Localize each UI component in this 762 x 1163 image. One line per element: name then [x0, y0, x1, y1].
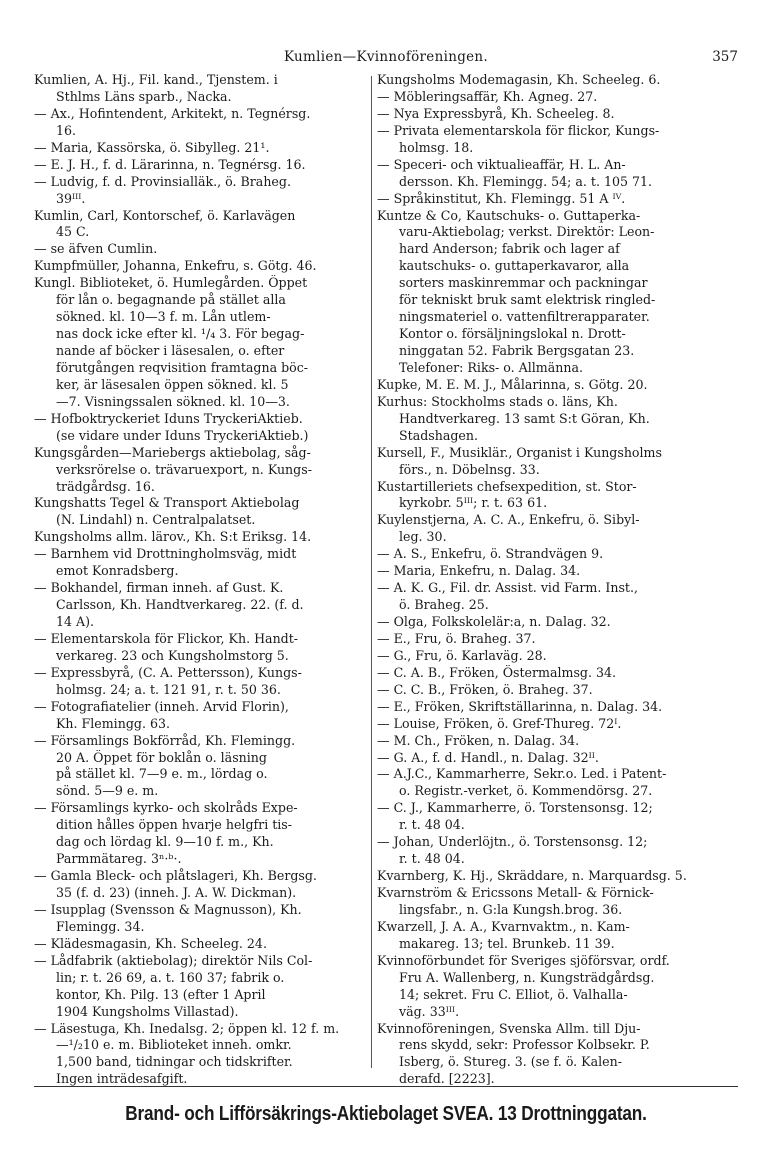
- entry-line: — Maria, Kassörska, ö. Sibylleg. 21¹.: [34, 139, 270, 155]
- entry-continuation-line: Kh. Flemingg. 63.: [56, 715, 170, 731]
- page-title: Kumlien—Kvinnoföreningen.: [283, 49, 489, 65]
- entry-line: — se äfven Cumlin.: [34, 241, 158, 257]
- directory-entry: [34, 800, 374, 868]
- entry-continuation-line: leg. 30.: [399, 529, 447, 545]
- entry-line: — Församlings kyrko- och skolråds Expe-: [34, 800, 298, 816]
- directory-entry: [377, 445, 737, 479]
- directory-entry: [34, 546, 374, 580]
- directory-entry: [34, 733, 374, 801]
- entry-continuation-line: nas dock icke efter kl. ¹/₄ 3. För begag-: [56, 326, 305, 342]
- entry-line: — Hofboktryckeriet Iduns TryckeriAktieb.: [34, 410, 303, 426]
- entry-line: — E. J. H., f. d. Lärarinna, n. Tegnérsg. 16.: [34, 156, 306, 172]
- entry-line: Kwarzell, J. A. A., Kvarnvaktm., n. Kam-: [377, 918, 630, 934]
- directory-entry: [377, 716, 737, 733]
- entry-line: Kungsholms allm. lärov., Kh. S:t Eriksg. 14.: [34, 529, 312, 545]
- entry-line: — C. A. B., Fröken, Östermalmsg. 34.: [377, 664, 616, 680]
- directory-entry: [34, 140, 374, 157]
- entry-continuation-line: —¹/₂10 e. m. Biblioteket inneh. omkr.: [56, 1037, 292, 1053]
- directory-entry: [377, 766, 737, 800]
- directory-entry: [377, 580, 737, 614]
- entry-continuation-line: Carlsson, Kh. Handtverkareg. 22. (f. d.: [56, 597, 304, 613]
- entry-continuation-line: dag och lördag kl. 9—10 f. m., Kh.: [56, 834, 274, 850]
- entry-continuation-line: 35 (f. d. 23) (inneh. J. A. W. Dickman).: [56, 885, 297, 900]
- entry-line: Kungsholms Modemagasin, Kh. Scheeleg. 6.: [377, 72, 661, 87]
- directory-entry: [34, 580, 374, 631]
- entry-continuation-line: kontor, Kh. Pilg. 13 (efter 1 April: [56, 986, 266, 1002]
- entry-continuation-line: ö. Braheg. 25.: [399, 597, 489, 613]
- entry-line: — Maria, Enkefru, n. Dalag. 34.: [377, 563, 581, 579]
- entry-line: — Olga, Folkskolelär:a, n. Dalag. 32.: [377, 614, 611, 629]
- directory-entry: [377, 682, 737, 699]
- entry-continuation-line: Fru A. Wallenberg, n. Kungsträdgårdsg.: [399, 969, 655, 985]
- directory-entry: [34, 631, 374, 665]
- entry-continuation-line: för tekniskt bruk samt elektrisk ringled-: [399, 292, 656, 308]
- entry-continuation-line: Parmmätareg. 3ⁿ·ᵇ·.: [56, 851, 182, 867]
- directory-entry: [34, 411, 374, 445]
- directory-entry: [377, 377, 737, 394]
- entry-line: Kupke, M. E. M. J., Målarinna, s. Götg. 20.: [377, 376, 648, 392]
- entry-line: — Johan, Underlöjtn., ö. Torstensonsg. 12;: [377, 834, 648, 850]
- directory-entry: [34, 208, 374, 242]
- entry-line: Kvinnoförbundet för Sveriges sjöförsvar, ordf.: [377, 952, 670, 968]
- entry-line: — Bokhandel, firman inneh. af Gust. K.: [34, 580, 284, 596]
- directory-entry: [377, 919, 737, 953]
- directory-entry: [34, 275, 374, 411]
- entry-continuation-line: förs., n. Döbelnsg. 33.: [399, 461, 540, 477]
- entry-continuation-line: Handtverkareg. 13 samt S:t Göran, Kh.: [399, 410, 650, 426]
- directory-entry: [377, 563, 737, 580]
- entry-line: — G. A., f. d. Handl., n. Dalag. 32ᴵᴵ.: [377, 749, 599, 765]
- entry-line: — E., Fröken, Skriftställarinna, n. Dalag. 34.: [377, 698, 663, 714]
- entry-continuation-line: 1,500 band, tidningar och tidskrifter.: [56, 1054, 293, 1070]
- directory-entry: [377, 800, 737, 834]
- directory-entry: [377, 614, 737, 631]
- entry-line: Kungl. Biblioteket, ö. Humlegården. Öppet: [34, 275, 308, 291]
- entry-continuation-line: derafd. [2223].: [399, 1071, 495, 1087]
- entry-continuation-line: emot Konradsberg.: [56, 563, 179, 579]
- entry-continuation-line: lin; r. t. 26 69, a. t. 160 37; fabrik o.: [56, 969, 285, 985]
- entry-continuation-line: ker, är läsesalen öppen sökned. kl. 5: [56, 376, 289, 392]
- footer-advert: Brand- och Lifförsäkrings-Aktiebolaget SVEA. 13 Drottninggatan.: [125, 1103, 647, 1125]
- entry-line: — Fotografiatelier (inneh. Arvid Florin),: [34, 698, 289, 714]
- entry-continuation-line: varu-Aktiebolag; verkst. Direktör: Leon-: [399, 224, 655, 240]
- entry-continuation-line: 39ᴵᴵᴵ.: [56, 190, 86, 206]
- entry-continuation-line: 14; sekret. Fru C. Elliot, ö. Valhalla-: [399, 986, 628, 1002]
- entry-continuation-line: holmsg. 24; a. t. 121 91, r. t. 50 36.: [56, 681, 281, 697]
- entry-continuation-line: 20 A. Öppet för boklån o. läsning: [56, 749, 267, 765]
- directory-entry: [377, 953, 737, 1021]
- directory-entry: [377, 106, 737, 123]
- entry-continuation-line: lingsfabr., n. G:la Kungsh.brog. 36.: [399, 901, 623, 917]
- directory-entry: [377, 750, 737, 767]
- directory-page: [34, 46, 738, 1156]
- page-number: 357: [712, 49, 738, 65]
- entry-continuation-line: makareg. 13; tel. Brunkeb. 11 39.: [399, 935, 615, 951]
- directory-entry: [34, 953, 374, 1021]
- entry-line: — Församlings Bokförråd, Kh. Flemingg.: [34, 732, 296, 748]
- entry-line: — A. K. G., Fil. dr. Assist. vid Farm. Inst.,: [377, 580, 638, 596]
- entry-continuation-line: nande af böcker i läsesalen, o. efter: [56, 343, 285, 358]
- entry-continuation-line: r. t. 48 04.: [399, 851, 465, 867]
- entry-continuation-line: ningsmateriel o. vattenfiltrerapparater.: [399, 309, 650, 325]
- directory-entry: [377, 89, 737, 106]
- entry-line: — Louise, Fröken, ö. Gref-Thureg. 72ᴵ.: [377, 715, 622, 731]
- entry-continuation-line: hard Anderson; fabrik och lager af: [399, 241, 620, 257]
- directory-entry: [377, 394, 737, 445]
- entry-continuation-line: o. Registr.-verket, ö. Kommendörsg. 27.: [399, 783, 653, 799]
- directory-entry: [377, 868, 737, 885]
- directory-entry: [34, 445, 374, 496]
- directory-entry: [34, 495, 374, 529]
- entry-continuation-line: Ingen inträdesafgift.: [56, 1071, 188, 1087]
- entry-line: — Lådfabrik (aktiebolag); direktör Nils Col-: [34, 952, 313, 968]
- entry-line: Kurhus: Stockholms stads o. läns, Kh.: [377, 393, 618, 409]
- footer-rule: [34, 1086, 738, 1087]
- entry-line: Kursell, F., Musiklär., Organist i Kungsholms: [377, 444, 662, 460]
- directory-entry: [34, 1021, 374, 1089]
- entry-continuation-line: verksrörelse o. trävaruexport, n. Kungs-: [56, 461, 312, 477]
- entry-line: Kustartilleriets chefsexpedition, st. Stor-: [377, 478, 637, 494]
- entry-line: Kuylenstjerna, A. C. A., Enkefru, ö. Sibyl-: [377, 512, 640, 528]
- entry-continuation-line: Stadshagen.: [399, 427, 478, 443]
- entry-line: Kungshatts Tegel & Transport Aktiebolag: [34, 495, 300, 511]
- entry-line: Kumlien, A. Hj., Fil. kand., Tjenstem. i: [34, 72, 278, 87]
- entry-continuation-line: verkareg. 23 och Kungsholmstorg 5.: [56, 647, 289, 663]
- entry-continuation-line: trädgårdsg. 16.: [56, 478, 155, 494]
- directory-entry: [377, 631, 737, 648]
- directory-entry: [34, 106, 374, 140]
- directory-entry: [377, 512, 737, 546]
- entry-line: — Nya Expressbyrå, Kh. Scheeleg. 8.: [377, 105, 615, 121]
- entry-continuation-line: holmsg. 18.: [399, 139, 474, 155]
- entry-continuation-line: kautschuks- o. guttaperkavaror, alla: [399, 258, 630, 274]
- entry-continuation-line: ninggatan 52. Fabrik Bergsgatan 23.: [399, 343, 635, 358]
- entry-continuation-line: Telefoner: Riks- o. Allmänna.: [399, 359, 583, 375]
- column-divider: [371, 76, 372, 1068]
- entry-line: Kumlin, Carl, Kontorschef, ö. Karlavägen: [34, 207, 296, 223]
- entry-continuation-line: på stället kl. 7—9 e. m., lördag o.: [56, 766, 268, 782]
- directory-entry: [377, 123, 737, 157]
- entry-line: Kvinnoföreningen, Svenska Allm. till Dju-: [377, 1020, 641, 1036]
- entry-line: — M. Ch., Fröken, n. Dalag. 34.: [377, 732, 580, 748]
- entry-line: — Språkinstitut, Kh. Flemingg. 51 A ᴵⱽ.: [377, 190, 626, 206]
- entry-line: — A. S., Enkefru, ö. Strandvägen 9.: [377, 546, 604, 562]
- entry-line: — G., Fru, ö. Karlaväg. 28.: [377, 647, 547, 663]
- left-column: [34, 72, 374, 1088]
- directory-entry: [34, 868, 374, 902]
- directory-entry: [34, 665, 374, 699]
- directory-entry: [34, 241, 374, 258]
- directory-entry: [377, 157, 737, 191]
- directory-entry: [377, 733, 737, 750]
- directory-entry: [377, 885, 737, 919]
- entry-line: — Speceri- och viktualieaffär, H. L. An-: [377, 156, 626, 172]
- entry-line: — Ax., Hofintendent, Arkitekt, n. Tegnérsg.: [34, 105, 311, 121]
- directory-entry: [34, 174, 374, 208]
- entry-line: — Möbleringsaffär, Kh. Agneg. 27.: [377, 88, 598, 104]
- directory-entry: [34, 902, 374, 936]
- directory-entry: [377, 72, 737, 89]
- directory-entry: [34, 258, 374, 275]
- directory-entry: [34, 72, 374, 106]
- directory-entry: [377, 665, 737, 682]
- directory-entry: [377, 699, 737, 716]
- entry-continuation-line: Isberg, ö. Stureg. 3. (se f. ö. Kalen-: [399, 1054, 622, 1070]
- directory-entry: [377, 834, 737, 868]
- directory-entry: [34, 529, 374, 546]
- entry-line: Kvarnström & Ericssons Metall- & Förnick-: [377, 885, 654, 900]
- directory-entry: [377, 648, 737, 665]
- entry-continuation-line: (se vidare under Iduns TryckeriAktieb.): [56, 427, 309, 443]
- entry-continuation-line: sökned. kl. 10—3 f. m. Lån utlem-: [56, 309, 271, 325]
- entry-continuation-line: kyrkobr. 5ᴵᴵᴵ; r. t. 63 61.: [399, 495, 548, 511]
- entry-continuation-line: för lån o. begagnande på stället alla: [56, 292, 286, 308]
- directory-entry: [377, 479, 737, 513]
- entry-line: Kvarnberg, K. Hj., Skräddare, n. Marquardsg. 5.: [377, 868, 687, 884]
- entry-line: — E., Fru, ö. Braheg. 37.: [377, 630, 536, 646]
- entry-line: — Privata elementarskola för flickor, Kungs-: [377, 122, 660, 138]
- directory-columns: [34, 72, 738, 1087]
- entry-continuation-line: väg. 33ᴵᴵᴵ.: [399, 1003, 460, 1019]
- entry-continuation-line: r. t. 48 04.: [399, 817, 465, 833]
- entry-continuation-line: dition hålles öppen hvarje helgfri tis-: [56, 817, 293, 833]
- entry-continuation-line: 45 C.: [56, 224, 90, 240]
- entry-continuation-line: (N. Lindahl) n. Centralpalatset.: [56, 512, 256, 528]
- entry-line: Kuntze & Co, Kautschuks- o. Guttaperka-: [377, 207, 641, 223]
- entry-continuation-line: —7. Visningssalen sökned. kl. 10—3.: [56, 393, 290, 409]
- entry-continuation-line: Sthlms Läns sparb., Nacka.: [56, 88, 232, 104]
- directory-entry: [377, 191, 737, 208]
- entry-continuation-line: 1904 Kungsholms Villastad).: [56, 1003, 239, 1019]
- directory-entry: [34, 157, 374, 174]
- entry-line: — Expressbyrå, (C. A. Pettersson), Kungs-: [34, 664, 302, 680]
- entry-continuation-line: dersson. Kh. Flemingg. 54; a. t. 105 71.: [399, 173, 653, 189]
- entry-continuation-line: Flemingg. 34.: [56, 918, 145, 934]
- directory-entry: [377, 208, 737, 377]
- right-column: [377, 72, 737, 1088]
- entry-line: — C. C. B., Fröken, ö. Braheg. 37.: [377, 681, 593, 697]
- entry-continuation-line: rens skydd, sekr: Professor Kolbsekr. P.: [399, 1037, 650, 1053]
- entry-line: Kungsgården—Mariebergs aktiebolag, såg-: [34, 444, 311, 460]
- entry-line: — Elementarskola för Flickor, Kh. Handt-: [34, 630, 299, 646]
- directory-entry: [377, 1021, 737, 1089]
- entry-continuation-line: sorters maskinremmar och packningar: [399, 275, 648, 291]
- entry-continuation-line: Kontor o. försäljningslokal n. Drott-: [399, 326, 626, 342]
- entry-line: — Barnhem vid Drottningholmsväg, midt: [34, 546, 297, 562]
- entry-line: — Klädesmagasin, Kh. Scheeleg. 24.: [34, 935, 267, 951]
- entry-line: — Isupplag (Svensson & Magnusson), Kh.: [34, 901, 302, 917]
- entry-line: — Ludvig, f. d. Provinsialläk., ö. Braheg.: [34, 173, 291, 189]
- entry-continuation-line: 16.: [56, 122, 77, 138]
- entry-continuation-line: 14 A).: [56, 614, 95, 629]
- entry-line: — Läsestuga, Kh. Inedalsg. 2; öppen kl. 12 f. m.: [34, 1020, 340, 1036]
- entry-continuation-line: förutgången reqvisition framtagna böc-: [56, 359, 309, 375]
- directory-entry: [34, 936, 374, 953]
- running-header: [34, 46, 738, 68]
- entry-continuation-line: sönd. 5—9 e. m.: [56, 783, 159, 799]
- entry-line: — Gamla Bleck- och plåtslageri, Kh. Bergsg.: [34, 868, 317, 884]
- entry-line: — C. J., Kammarherre, ö. Torstensonsg. 12;: [377, 800, 653, 816]
- directory-entry: [377, 546, 737, 563]
- directory-entry: [34, 699, 374, 733]
- entry-line: — A.J.C., Kammarherre, Sekr.o. Led. i Patent-: [377, 766, 667, 782]
- entry-line: Kumpfmüller, Johanna, Enkefru, s. Götg. 46.: [34, 258, 317, 274]
